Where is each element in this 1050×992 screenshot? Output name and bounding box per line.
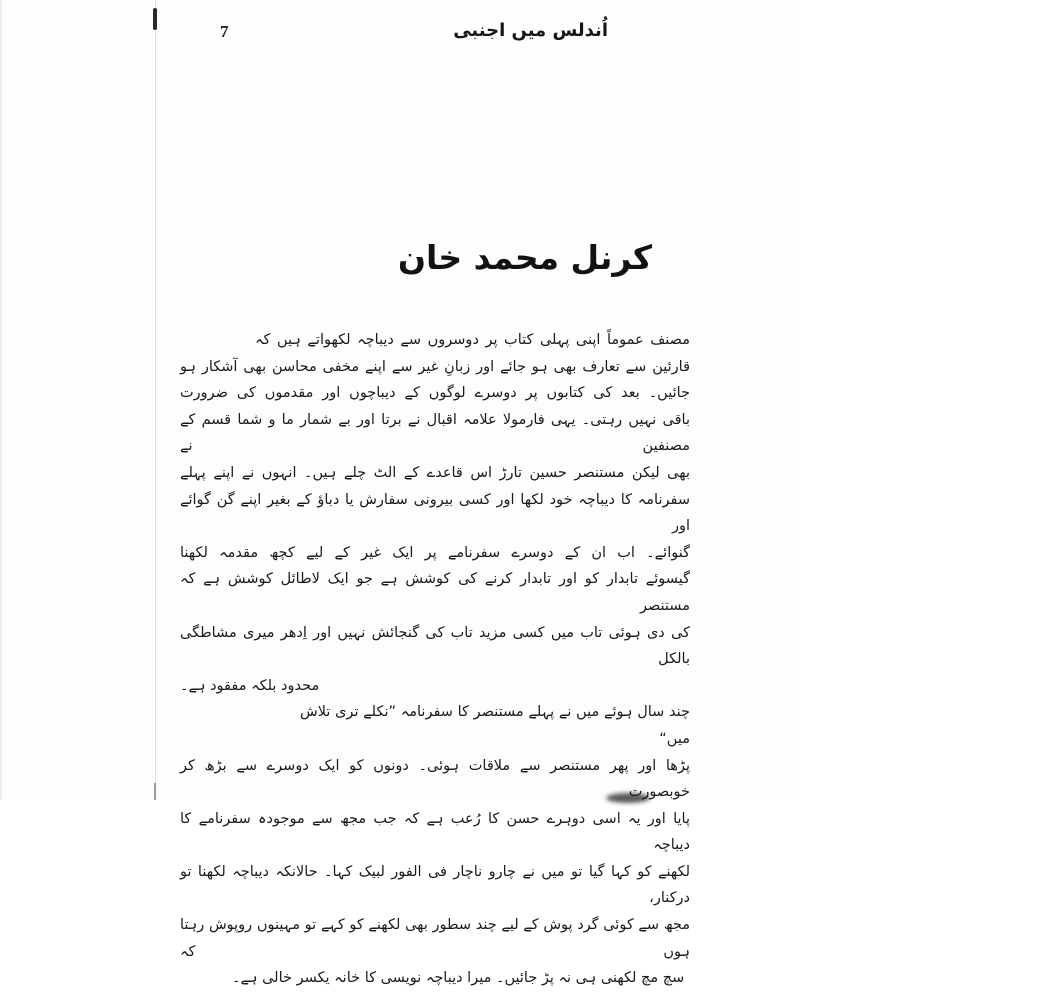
scan-fold-line [155, 0, 156, 800]
text-line: جائیں۔ بعد کی کتابوں پر دوسرے لوگوں کے دیباچوں اور مقدموں کی ضرورت [180, 385, 690, 402]
text-line: باقی نہیں رہتی۔ یہی فارمولا علامہ اقبال نے برتا اور بے شمار ما و شما قسم کے مصنفین نے [180, 411, 690, 455]
text-line: محدود بلکہ مفقود ہے۔ [180, 677, 320, 694]
text-line: گیسوئے تابدار کو اور تابدار کرنے کی کوشش ہے جو ایک لاطائل کوشش ہے کہ مستنصر [180, 571, 690, 614]
text-line: پایا اور یہ اسی دوہرے حسن کا رُعب ہے کہ جب مجھ سے موجودہ سفرنامے کا دیباچہ [180, 810, 690, 854]
text-line: لکھنے کو کہا گیا تو میں نے چارو ناچار فی الفور لبیک کہا۔ حالانکہ دیباچہ لکھنا تو درکنار، [180, 863, 690, 907]
running-header-title: اُندلس میں اجنبی [453, 20, 608, 41]
text-line: قارئین سے تعارف بھی ہو جائے اور زبانِ غیر سے اپنے مخفی محاسن بھی آشکار ہو [180, 358, 690, 375]
scan-ink-mark-top [153, 8, 157, 30]
text-line: سفرنامہ کا دیباچہ خود لکھا اور کسی بیرونی سفارش یا دباؤ کے بغیر اپنے گن گوائے اور [180, 491, 690, 535]
text-line: پڑھا اور پھر مستنصر سے ملاقات ہوئی۔ دونوں کو ایک دوسرے سے بڑھ کر خوبصورت [180, 757, 690, 801]
text-line: چند سال ہوئے میں نے پہلے مستنصر کا سفرنامہ ”نکلے تری تلاش میں“ [300, 704, 690, 747]
chapter-author-heading: کرنل محمد خان [397, 238, 653, 277]
body-text [180, 327, 690, 992]
page-number: 7 [220, 22, 229, 41]
text-line: مصنف عموماً اپنی پہلی کتاب پر دوسروں سے دیباچہ لکھواتے ہیں کہ [255, 332, 690, 348]
text-line: بھی لیکن مستنصر حسین تارڑ اس قاعدے کے الٹ چلے ہیں۔ انہوں نے اپنے پہلے [180, 464, 690, 481]
text-line: سچ مچ لکھنی ہی نہ پڑ جائیں۔ میرا دیباچہ نویسی کا خانہ یکسر خالی ہے۔ [232, 970, 685, 987]
text-line: مجھ سے کوئی گرد پوش کے لیے چند سطور بھی لکھنے کو کہے تو مہینوں روپوش رہتا ہوں کہ [180, 917, 690, 960]
scan-ink-mark-bottom [154, 783, 156, 800]
text-line: گنوائے۔ اب ان کے دوسرے سفرنامے پر ایک غیر کے لیے کچھ مقدمہ لکھنا [180, 544, 690, 561]
text-line: کی دی ہوئی تاب میں کسی مزید تاب کی گنجائش نہیں اور اِدھر میری مشاطگی بالکل [180, 624, 690, 668]
scan-left-edge [0, 0, 2, 800]
